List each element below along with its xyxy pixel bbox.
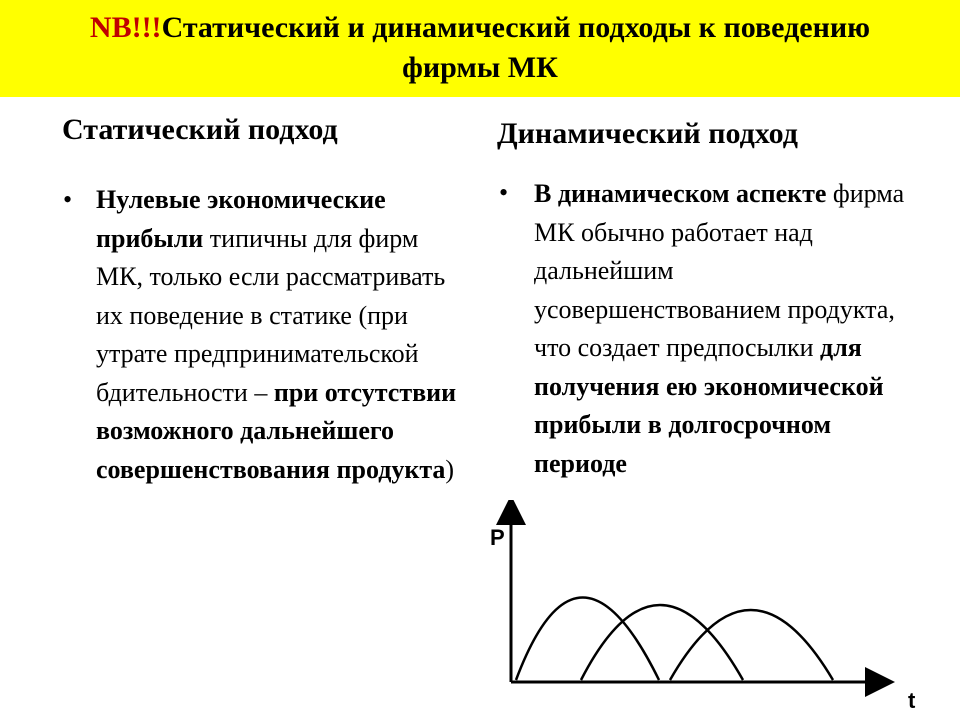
dynamic-text-run: фирма МК обычно работает над дальнейшим усовершенствованием продукта, что создает предпосылки [534,179,905,362]
dynamic-text-run: для получения ею экономической прибыли в долгосрочном периоде [534,333,884,478]
title-banner [0,0,960,97]
static-heading: Статический подход [62,113,338,146]
dynamic-text-run: В динамическом аспекте [534,179,827,208]
static-text-run: Нулевые экономические прибыли [96,185,386,253]
dynamic-paragraph [534,175,926,483]
product-cycle-graph [480,500,930,720]
curve-3 [670,610,833,680]
dynamic-heading: Динамический подход [497,117,798,150]
static-paragraph [96,181,468,489]
title-nb-prefix: NB!!! [89,11,162,44]
title-text-line-1: Статический и динамический подходы к поведению [161,11,871,44]
title-line-1 [0,8,960,48]
static-text-run: ) [445,454,455,484]
y-axis-label: P [490,525,505,550]
static-bullet: • [63,185,73,214]
curve-2 [581,605,743,680]
title-line-2: фирмы МК [402,51,558,84]
static-text-run: при отсутствии возможного дальнейшего совершенствования продукта [96,377,457,484]
static-text-run: типичны для фирм МК, только если рассматривать их поведение в статике (при утрате предпринимательской бдительности – [96,223,446,407]
x-axis-label: t [908,688,916,713]
dynamic-bullet: • [499,178,509,207]
